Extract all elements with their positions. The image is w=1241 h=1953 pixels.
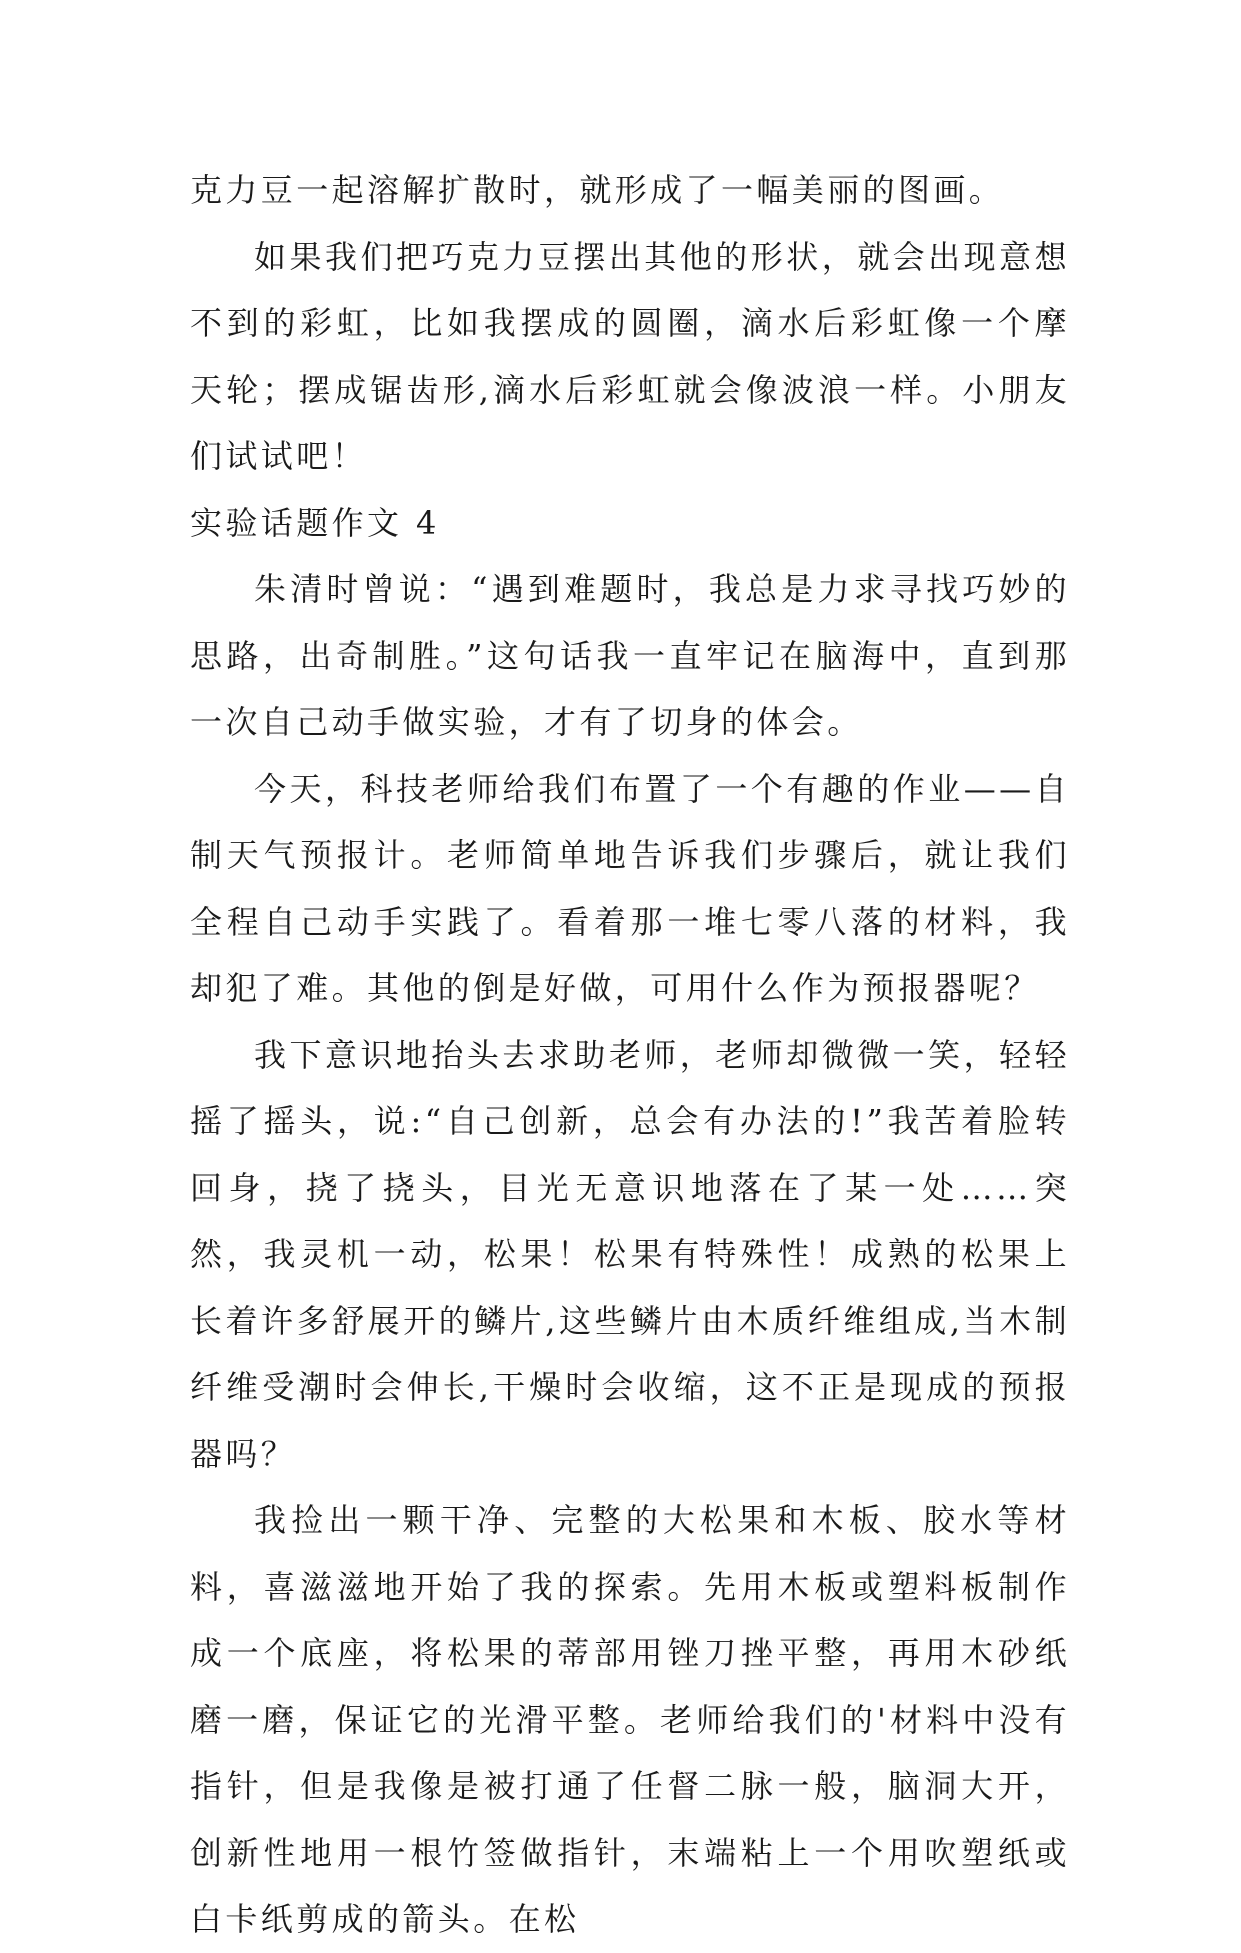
- paragraph-construction: 我捡出一颗干净、完整的大松果和木板、胶水等材料，喜滋滋地开始了我的探索。先用木板或塑料板制作成一个底座，将松果的蒂部用锉刀挫平整，再用木砂纸磨一磨，保证它的光滑平整。老师给我们的'材料中没有指针，但是我像是被打通了任督二脉一般，脑洞大开，创新性地用一根竹签做指针，末端粘上一个用吹塑纸或白卡纸剪成的箭头。在松: [190, 1501, 1070, 1938]
- document-body: [190, 157, 1070, 1953]
- paragraph-continuation: 克力豆一起溶解扩散时，就形成了一幅美丽的图画。: [190, 171, 1005, 209]
- paragraph-quote: 朱清时曾说：“遇到难题时，我总是力求寻找巧妙的思路，出奇制胜。”这句话我一直牢记在脑海中，直到那一次自己动手做实验，才有了切身的体会。: [190, 570, 1070, 741]
- paragraph-rainbow-shapes: 如果我们把巧克力豆摆出其他的形状，就会出现意想不到的彩虹，比如我摆成的圆圈，滴水后彩虹像一个摩天轮；摆成锯齿形,滴水后彩虹就会像波浪一样。小朋友们试试吧！: [190, 237, 1070, 475]
- section-heading: 实验话题作文 4: [190, 503, 440, 542]
- paragraph-pinecone-idea: 我下意识地抬头去求助老师，老师却微微一笑，轻轻摇了摇头，说:“自己创新，总会有办法的!”我苦着脸转回身，挠了挠头，目光无意识地落在了某一处……突然，我灵机一动，松果！松果有特殊性！成熟的松果上长着许多舒展开的鳞片,这些鳞片由木质纤维组成,当木制纤维受潮时会伸长,干燥时会收缩，这不正是现成的预报器吗？: [190, 1035, 1070, 1473]
- paragraph-assignment: 今天，科技老师给我们布置了一个有趣的作业——自制天气预报计。老师简单地告诉我们步骤后，就让我们全程自己动手实践了。看着那一堆七零八落的材料，我却犯了难。其他的倒是好做，可用什么作为预报器呢？: [190, 769, 1070, 1007]
